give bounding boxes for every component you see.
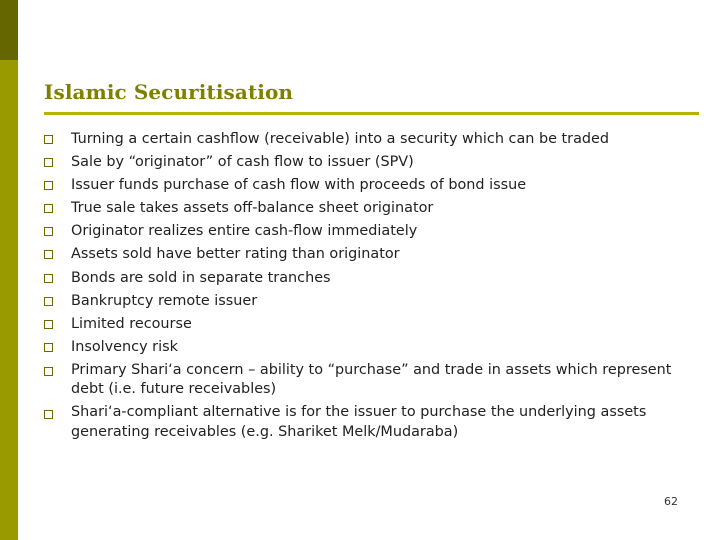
square-bullet-icon	[42, 174, 54, 197]
square-bullet-icon	[42, 128, 54, 151]
bullet-text: Issuer funds purchase of cash flow with proceeds of bond issue	[71, 177, 527, 194]
bullet-item	[42, 313, 682, 336]
square-bullet-icon	[42, 360, 54, 383]
bullet-item	[42, 290, 682, 313]
bullet-item	[42, 359, 682, 402]
bullet-text: Bankruptcy remote issuer	[71, 292, 258, 309]
square-bullet-icon	[42, 267, 54, 290]
bullet-item	[42, 128, 682, 151]
square-bullet-icon	[42, 220, 54, 243]
square-bullet-icon	[42, 151, 54, 174]
left-accent-bar-top	[0, 0, 18, 60]
bullet-item	[42, 402, 682, 445]
title-underline	[44, 112, 699, 115]
bullet-text: Insolvency risk	[71, 338, 178, 355]
bullet-text: Originator realizes entire cash-flow immediately	[71, 223, 418, 240]
bullet-text: Assets sold have better rating than originator	[71, 246, 400, 263]
bullet-text: True sale takes assets off-balance sheet originator	[71, 200, 434, 217]
left-accent-bar	[0, 0, 18, 540]
square-bullet-icon	[42, 243, 54, 266]
slide-title: Islamic Securitisation	[44, 80, 294, 104]
bullet-item	[42, 174, 682, 197]
square-bullet-icon	[42, 197, 54, 220]
square-bullet-icon	[42, 313, 54, 336]
bullet-text: Limited recourse	[71, 315, 192, 332]
bullet-item	[42, 243, 682, 266]
square-bullet-icon	[42, 403, 54, 426]
bullet-text: Primary Shari‘a concern – ability to “purchase” and trade in assets which represent debt (i.e. future receivables)	[71, 361, 672, 398]
bullet-item	[42, 267, 682, 290]
bullet-item	[42, 336, 682, 359]
page-number: 62	[664, 495, 678, 508]
bullet-item	[42, 197, 682, 220]
bullet-item	[42, 220, 682, 243]
bullet-list	[42, 128, 682, 444]
bullet-text: Shari‘a-compliant alternative is for the issuer to purchase the underlying assets generating receivables (e.g. Shariket Melk/Mudaraba)	[71, 404, 647, 440]
bullet-item	[42, 151, 682, 174]
square-bullet-icon	[42, 290, 54, 313]
square-bullet-icon	[42, 336, 54, 359]
bullet-text: Sale by “originator” of cash flow to issuer (SPV)	[71, 154, 414, 171]
bullet-text: Bonds are sold in separate tranches	[71, 269, 331, 286]
bullet-text: Turning a certain cashflow (receivable) into a security which can be traded	[71, 131, 610, 147]
